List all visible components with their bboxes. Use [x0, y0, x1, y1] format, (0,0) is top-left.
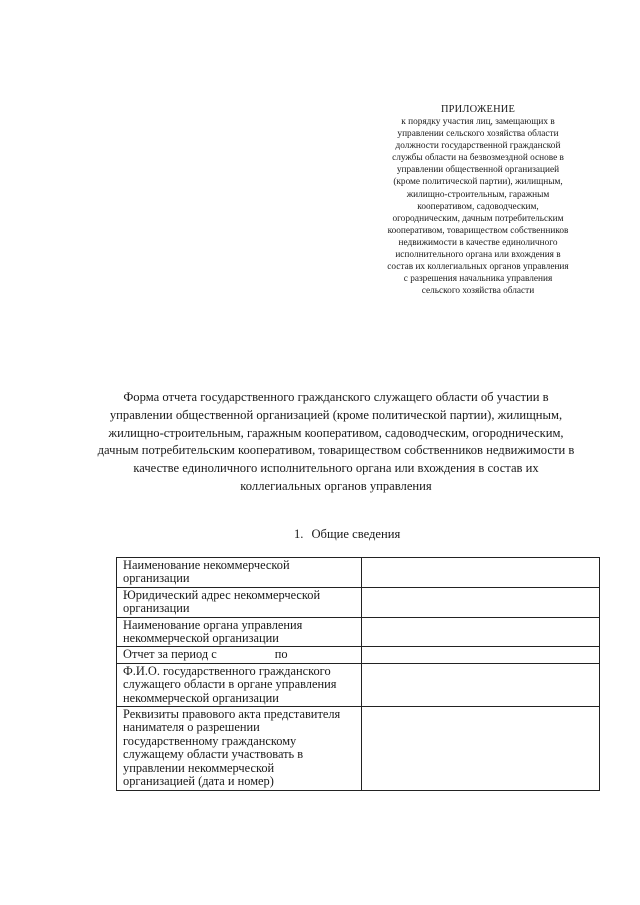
section-heading — [294, 526, 400, 542]
table-row — [117, 617, 600, 647]
appendix-block — [363, 103, 593, 297]
form-title-line: жилищно-строительным, гаражным кооперативом, садоводческим, огородническим, — [108, 425, 564, 440]
appendix-line: огородническим, дачным потребительским — [392, 213, 564, 224]
label-line: служащего области в органе управления — [123, 677, 337, 692]
appendix-line: управлении общественной организацией — [396, 165, 560, 176]
appendix-line: сельского хозяйства области — [421, 286, 535, 297]
appendix-line: управлении сельского хозяйства области — [397, 129, 559, 140]
period-to-label: по — [274, 647, 288, 662]
row-value-cell[interactable] — [361, 558, 599, 588]
row-value-cell[interactable] — [361, 617, 599, 647]
table-row — [117, 558, 600, 588]
label-line: Ф.И.О. государственного гражданского — [123, 663, 331, 678]
appendix-line: кооперативом, товариществом собственников — [387, 225, 569, 236]
row-label — [117, 647, 362, 663]
section-title: Общие сведения — [311, 527, 401, 541]
appendix-line: службы области на безвозмездной основе в — [392, 153, 564, 164]
table-row — [117, 663, 600, 706]
row-label — [117, 617, 362, 647]
appendix-line: должности государственной гражданской — [395, 141, 561, 152]
label-line: некоммерческой организации — [123, 690, 279, 705]
general-info-table — [116, 557, 600, 791]
label-line: организации — [123, 571, 190, 586]
table-row — [117, 647, 600, 663]
appendix-line: исполнительного органа или вхождения в — [395, 250, 561, 261]
form-title-line: качестве единоличного исполнительного органа или вхождения в состав их — [133, 461, 539, 476]
row-label — [117, 663, 362, 706]
appendix-line: с разрешения начальника управления — [403, 274, 553, 285]
label-line: некоммерческой организации — [123, 631, 279, 646]
table-row — [117, 587, 600, 617]
form-title-line: дачным потребительским кооперативом, товариществом собственников недвижимости в — [97, 443, 575, 458]
appendix-line: кооперативом, садоводческим, — [417, 201, 539, 212]
row-label — [117, 707, 362, 790]
label-line: государственному гражданскому — [123, 733, 297, 748]
label-line: нанимателя о разрешении — [123, 720, 260, 735]
form-title-line: управлении общественной организацией (кроме политической партии), жилищным, — [109, 407, 563, 422]
label-line: Реквизиты правового акта представителя — [123, 707, 341, 722]
label-line: Наименование органа управления — [123, 617, 303, 632]
row-label — [117, 587, 362, 617]
label-line: управлении некоммерческой — [123, 760, 275, 775]
appendix-line: (кроме политической партии), жилищным, — [393, 177, 563, 188]
row-value-cell[interactable] — [361, 587, 599, 617]
label-line: организацией (дата и номер) — [123, 774, 274, 789]
appendix-line: жилищно-строительным, гаражным — [406, 189, 550, 200]
appendix-line: недвижимости в качестве единоличного — [398, 237, 558, 248]
table-row — [117, 707, 600, 790]
label-line: служащему области участвовать в — [123, 747, 304, 762]
form-title-line: Форма отчета государственного гражданского служащего области об участии в — [123, 390, 549, 404]
appendix-line: к порядку участия лиц, замещающих в — [401, 117, 555, 127]
row-value-cell[interactable] — [361, 663, 599, 706]
form-title — [72, 389, 600, 496]
label-line: Наименование некоммерческой — [123, 558, 290, 572]
section-number: 1. — [294, 527, 304, 541]
period-from-label: Отчет за период с — [123, 647, 217, 662]
label-line — [123, 648, 355, 661]
appendix-line: состав их коллегиальных органов управления — [387, 262, 569, 273]
row-value-cell[interactable] — [361, 707, 599, 790]
form-title-line: коллегиальных органов управления — [240, 478, 432, 493]
label-line: Юридический адрес некоммерческой — [123, 587, 321, 602]
label-line: организации — [123, 601, 190, 616]
row-value-cell[interactable] — [361, 647, 599, 663]
row-label — [117, 558, 362, 588]
appendix-heading: ПРИЛОЖЕНИЕ — [440, 104, 516, 115]
